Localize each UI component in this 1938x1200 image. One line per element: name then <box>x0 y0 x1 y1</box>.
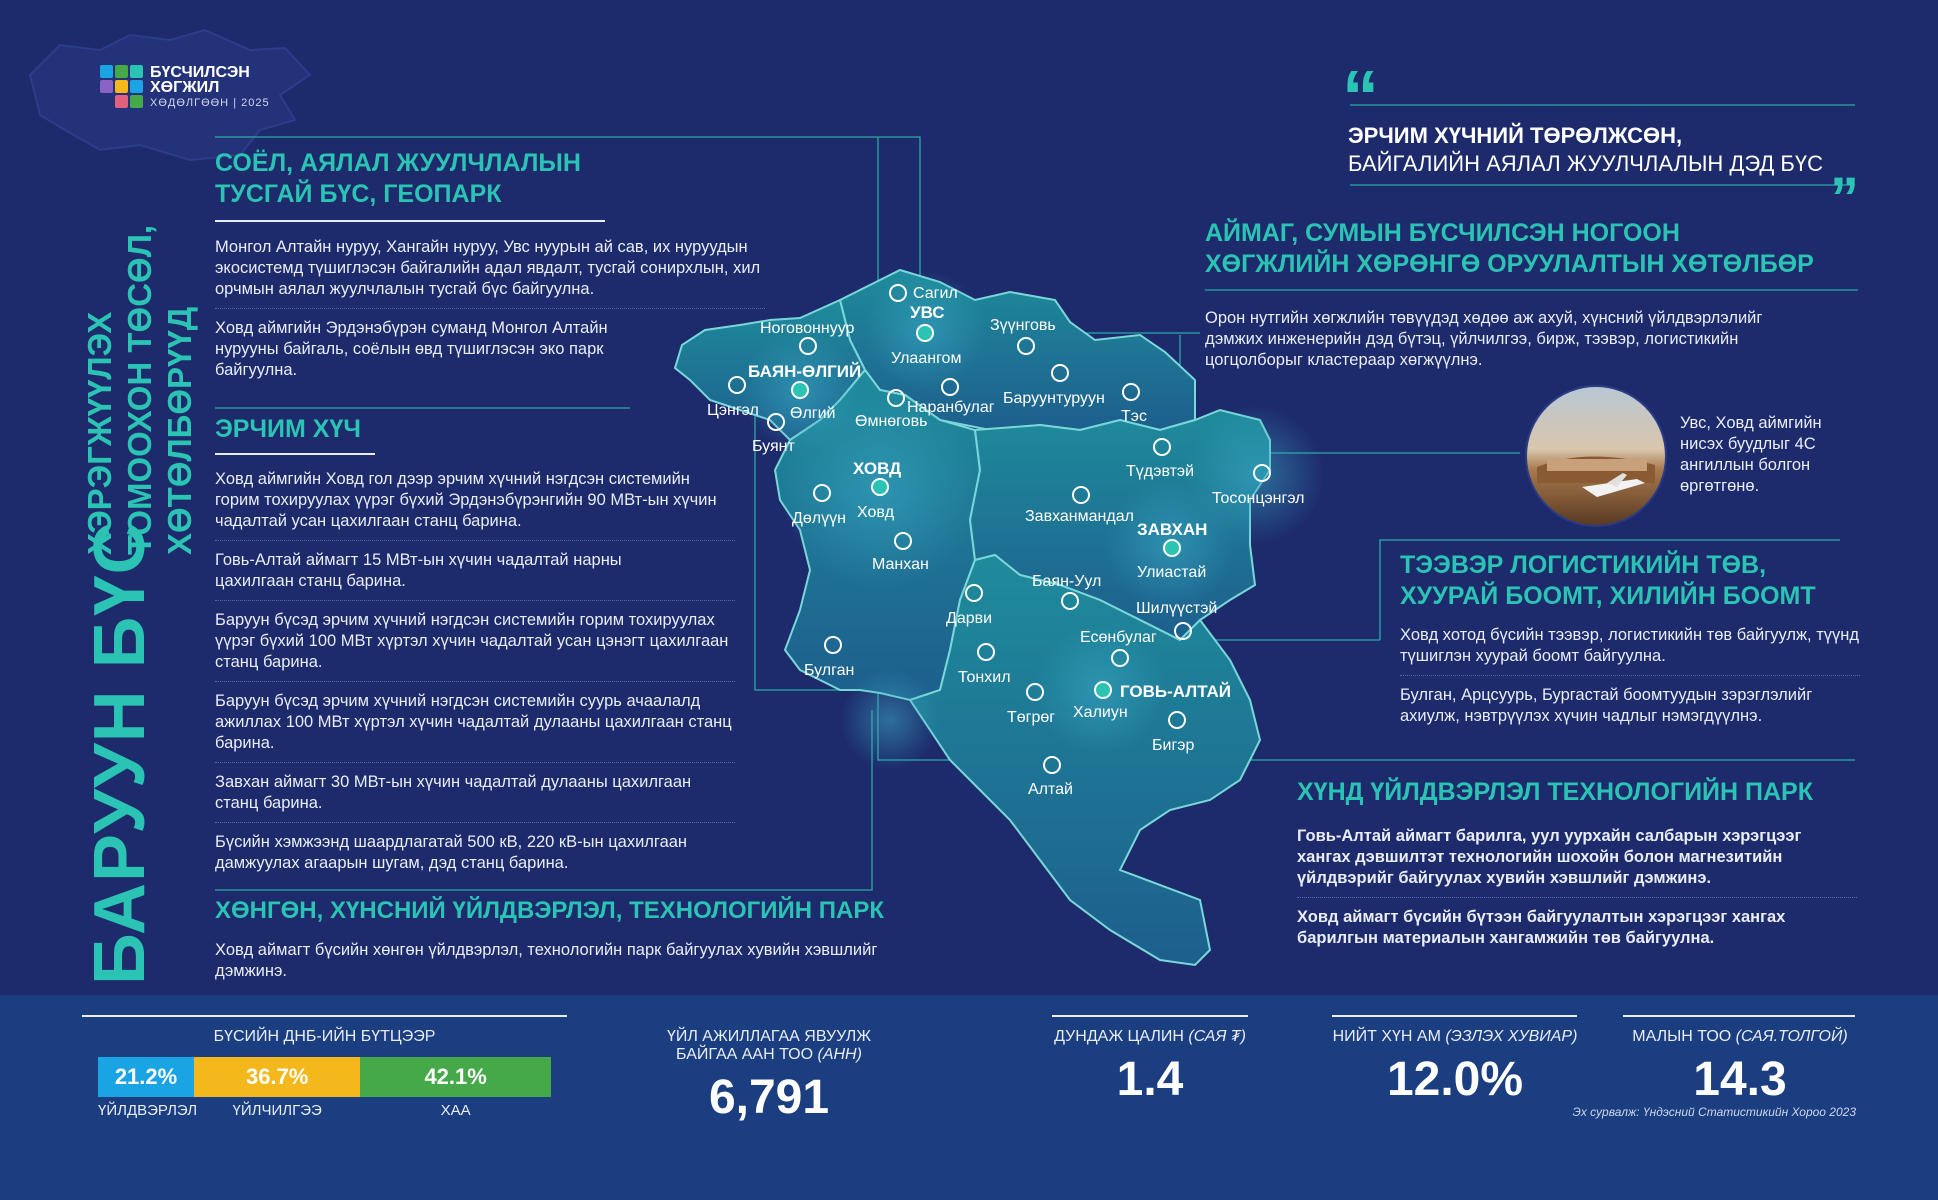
aimag-center-marker <box>792 382 808 398</box>
city-label: Улиастай <box>1137 564 1207 581</box>
source-note: Эх сурвалж: Үндэсний Статистикийн Хороо 2023 <box>1572 1105 1856 1119</box>
quote-open-icon: “ <box>1342 55 1379 138</box>
livestock-stat <box>1610 1028 1870 1107</box>
aimag-label-govi-altai: ГОВЬ-АЛТАЙ <box>1120 682 1232 701</box>
city-label: Алтай <box>1028 781 1073 798</box>
heavy-industry-title: ХҮНД ҮЙЛДВЭРЛЭЛ ТЕХНОЛОГИЙН ПАРК <box>1297 778 1813 806</box>
city-label: Дөлүүн <box>792 510 846 527</box>
city-label: Баян-Уул <box>1032 573 1102 590</box>
livestock-value: 14.3 <box>1693 1053 1787 1106</box>
city-label: Ховд <box>857 504 895 521</box>
city-label: Шилүүстэй <box>1136 600 1218 617</box>
stats-band <box>0 995 1938 1200</box>
energy-item: Бүсийн хэмжээнд шаардлагатай 500 кВ, 220 кВ-ын цахилгаан дамжуулах агаарын шугам, дэд станц барина. <box>215 833 688 872</box>
aimag-center-marker <box>1095 682 1111 698</box>
logistics-paragraph-2: Булган, Арцсуурь, Бургастай боомтуудын зэрэглэлийг ахиулж, нэвтрүүлэх хүчин чадлыг нэмэгдүүлнэ. <box>1400 686 1813 725</box>
city-label: Бигэр <box>1152 737 1195 754</box>
green-title-1: АЙМАГ, СУМЫН БҮСЧИЛСЭН НОГООН <box>1205 219 1680 247</box>
livestock-label: МАЛЫН ТОО <box>1632 1028 1732 1045</box>
aimag-label-zavkhan: ЗАВХАН <box>1137 520 1208 539</box>
city-label: Тэс <box>1121 408 1147 425</box>
logistics-paragraph-1: Ховд хотод бүсийн тээвэр, логистикийн төв байгуулж, түүнд түшиглэн хуурай боомт байгуулна. <box>1400 626 1860 665</box>
vertical-subtitle-3: ХӨТӨЛБӨРҮҮД <box>161 306 198 555</box>
culture-paragraph-1: Монгол Алтайн нуруу, Хангайн нуруу, Увс нуурын ай сав, их нуруудын экосистемд түшиглэсэн байгалийн адал явдалт, тусгай сонирхлын, хил орчмын аялал жуулчлалын тусгай бүс байгуулна. <box>215 238 761 298</box>
city-label: Завханмандал <box>1025 508 1134 525</box>
aimag-label-khovd: ХОВД <box>853 459 902 478</box>
gdp-segment-agriculture <box>360 1057 551 1097</box>
population-label: НИЙТ ХҮН АМ <box>1332 1028 1441 1045</box>
map-glow <box>840 670 940 770</box>
gdp-label: БҮСИЙН ДНБ-ИЙН БҮТЦЭЭР <box>213 1028 436 1045</box>
city-label: Баруунтуруун <box>1003 390 1105 407</box>
logistics-title-1: ТЭЭВЭР ЛОГИСТИКИЙН ТӨВ, <box>1400 551 1767 579</box>
energy-item: Баруун бүсэд эрчим хүчний нэгдсэн системийн суурь ачаалалд ажиллах 100 МВт хүртэл хүчин чадалтай дулааны цахилгаан станц барина. <box>215 692 732 752</box>
city-label: Өмнөговь <box>855 413 928 430</box>
culture-title-2: ТУСГАЙ БҮС, ГЕОПАРК <box>215 180 502 208</box>
divider <box>1052 1015 1248 1017</box>
city-label: Тонхил <box>958 669 1011 686</box>
energy-item: Ховд аймгийн Ховд гол дээр эрчим хүчний нэгдсэн системийн горим тохируулах үүрэг бүхий Эрдэнэбүрэнгийн 90 МВт-ын хүчин чадалтай усан цахилгаан станц барина. <box>215 470 717 530</box>
aimag-center-marker <box>917 325 933 341</box>
energy-item: Баруун бүсэд эрчим хүчний нэгдсэн системийн горим тохируулах үүрэг бүхий 100 МВт хүртэл хүчин чадалтай усан цэнэгт цахилгаан станц барина. <box>215 611 729 671</box>
city-label: Наранбулаг <box>907 399 995 416</box>
city-label: Булган <box>804 662 855 679</box>
divider <box>1623 1015 1855 1017</box>
salary-stat <box>1040 1028 1260 1107</box>
logo-line3: ХӨДӨЛГӨӨН <box>150 97 230 109</box>
green-title-2: ХӨГЖЛИЙН ХӨРӨНГӨ ОРУУЛАЛТЫН ХӨТӨЛБӨР <box>1205 250 1814 278</box>
livestock-unit: (САЯ.ТОЛГОЙ) <box>1735 1028 1848 1045</box>
gdp-segment-label: ҮЙЛЧИЛГЭЭ <box>232 1102 322 1119</box>
quote-line-2: БАЙГАЛИЙН АЯЛАЛ ЖУУЛЧЛАЛЫН ДЭД БҮС <box>1348 151 1823 176</box>
energy-item: Говь-Алтай аймагт 15 МВт-ын хүчин чадалтай нарны цахилгаан станц барина. <box>215 551 622 590</box>
salary-unit: (САЯ ₮) <box>1188 1028 1246 1045</box>
city-label: Түдэвтэй <box>1126 463 1195 480</box>
energy-title: ЭРЧИМ ХҮЧ <box>215 415 361 443</box>
gdp-segment-industry <box>98 1057 194 1097</box>
airport-caption: Увс, Ховд аймгийн нисэх буудлыг 4С ангиллын болгон өргөтгөнө. <box>1680 414 1822 495</box>
city-label: Цэнгэл <box>707 402 759 419</box>
population-stat <box>1320 1028 1590 1107</box>
divider <box>1332 1015 1577 1017</box>
gdp-value: 36.7% <box>245 1064 309 1089</box>
gdp-segment-label: ХАА <box>440 1102 471 1119</box>
salary-label: ДУНДАЖ ЦАЛИН <box>1054 1028 1184 1045</box>
salary-value: 1.4 <box>1116 1053 1184 1106</box>
gdp-segment-services <box>194 1057 360 1097</box>
logistics-title-2: ХУУРАЙ БООМТ, ХИЛИЙН БООМТ <box>1400 582 1816 610</box>
firms-unit: (АНН) <box>817 1046 862 1063</box>
gdp-segment-label: ҮЙЛДВЭРЛЭЛ <box>98 1102 198 1119</box>
aimag-center-marker <box>872 479 888 495</box>
city-label: Тосонцэнгэл <box>1212 490 1305 507</box>
green-paragraph: Орон нутгийн хөгжлийн төвүүдэд хөдөө аж ахуй, хүнсний үйлдвэрлэлийг дэмжих инженерийн дэд бүтэц, үйлчилгээ, бирж, тээвэр, логистикийн цогцолборыг кластераар хөгжүүлнэ. <box>1205 309 1763 369</box>
firms-stat <box>658 1028 880 1125</box>
city-label: Буянт <box>752 438 795 455</box>
city-label: Халиун <box>1073 704 1128 721</box>
heavy-paragraph-2: Ховд аймагт бүсийн бүтээн байгуулалтын хэрэгцээг хангах барилгын материалын хангамжийн төв байгуулна. <box>1297 908 1786 947</box>
gdp-labels <box>98 1102 551 1119</box>
logo-year: 2025 <box>241 97 270 109</box>
culture-paragraph-2: Ховд аймгийн Эрдэнэбүрэн суманд Монгол Алтайн нурууны байгаль, соёлын өвд түшиглэсэн эко парк байгуулна. <box>215 319 608 379</box>
city-label: Есөнбулаг <box>1080 629 1157 646</box>
population-unit: (ЭЗЛЭХ ХУВИАР) <box>1445 1028 1578 1045</box>
gdp-value: 42.1% <box>424 1064 487 1089</box>
energy-item: Завхан аймагт 30 МВт-ын хүчин чадалтай дулааны цахилгаан станц барина. <box>215 773 692 812</box>
city-label: Зүүнговь <box>990 317 1056 334</box>
vertical-subtitle-1: ХЭРЭГЖҮҮЛЭХ <box>81 311 118 555</box>
vertical-subtitle-2: ТОМООХОН ТӨСӨЛ, <box>121 224 158 555</box>
population-value: 12.0% <box>1386 1053 1524 1106</box>
city-label: Өлгий <box>790 405 836 422</box>
city-label: Ноговоннуур <box>760 320 855 337</box>
heavy-paragraph-1: Говь-Алтай аймагт барилга, уул уурхайн салбарын хэрэгцээг хангах дэвшилтэт технологийн шохойн болон магнезитийн үйлдвэрийг байгуулах хувийн хэвшлийг дэмжинэ. <box>1297 827 1802 887</box>
aimag-label-bayan-olgii: БАЯН-ӨЛГИЙ <box>748 362 862 381</box>
firms-label-2: БАЙГАА ААН ТОО <box>676 1046 814 1063</box>
gdp-bar <box>98 1057 551 1097</box>
city-label: Төгрөг <box>1007 709 1056 726</box>
firms-value: 6,791 <box>708 1071 830 1124</box>
logo-line1: БҮСЧИЛСЭН <box>150 64 250 81</box>
aimag-label-uvs: УВС <box>910 303 945 322</box>
light-industry-title: ХӨНГӨН, ХҮНСНИЙ ҮЙЛДВЭРЛЭЛ, ТЕХНОЛОГИЙН ПАРК <box>215 897 885 924</box>
city-label: Улаангом <box>891 350 962 367</box>
vertical-main-title: БАРУУН БҮС <box>80 521 160 985</box>
culture-title-1: СОЁЛ, АЯЛАЛ ЖУУЛЧЛАЛЫН <box>215 149 581 177</box>
firms-label-1: ҮЙЛ АЖИЛЛАГАА ЯВУУЛЖ <box>666 1028 872 1045</box>
quote-line-1: ЭРЧИМ ХҮЧНИЙ ТӨРӨЛЖСӨН, <box>1348 123 1683 148</box>
city-label: Манхан <box>872 556 929 573</box>
gdp-value: 21.2% <box>114 1064 178 1089</box>
aimag-center-marker <box>1164 540 1180 556</box>
city-label: Дарви <box>946 610 993 627</box>
quote-close-icon: ” <box>1830 166 1859 231</box>
city-label: Сагил <box>913 285 958 302</box>
logo-line2: ХӨГЖИЛ <box>150 79 220 96</box>
divider <box>82 1015 567 1017</box>
light-industry-paragraph: Ховд аймагт бүсийн хөнгөн үйлдвэрлэл, технологийн парк байгуулах хувийн хэвшлийг дэмжинэ. <box>215 941 878 980</box>
